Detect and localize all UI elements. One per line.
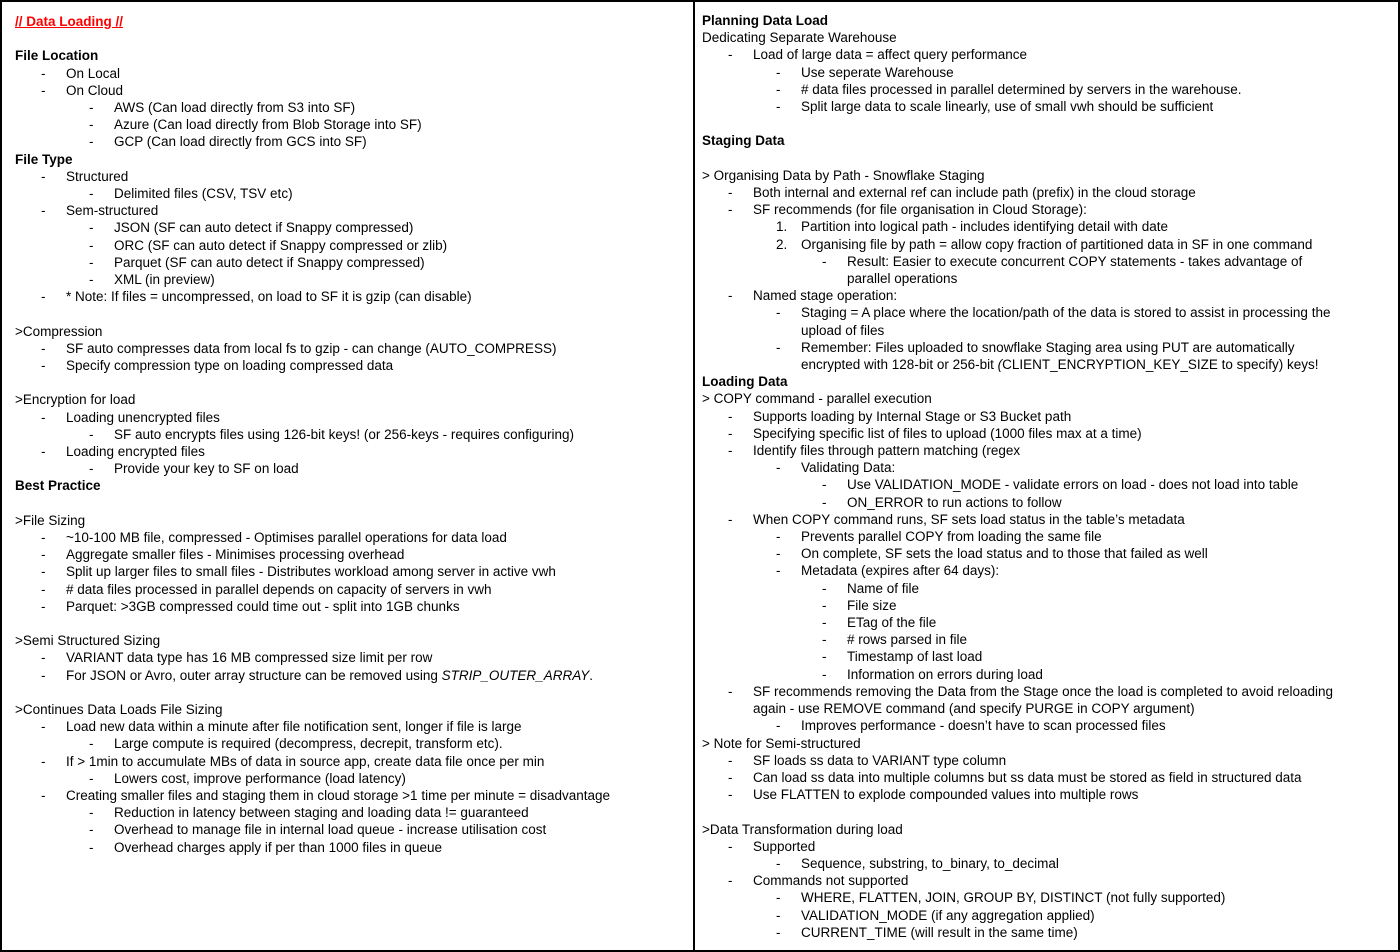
left-column xyxy=(2,2,693,950)
blank-line xyxy=(702,150,1388,167)
note-line xyxy=(702,562,1388,579)
note-text: Result: Easier to execute concurrent COPY statements - takes advantage of parallel operations xyxy=(847,253,1303,287)
note-line xyxy=(15,116,689,133)
list-marker: - xyxy=(41,719,46,735)
list-marker: - xyxy=(728,202,733,218)
list-marker: - xyxy=(776,546,781,562)
note-line xyxy=(702,132,1388,149)
note-text: Metadata (expires after 64 days): xyxy=(801,563,1000,579)
note-text: Overhead to manage file in internal load queue - increase utilisation cost xyxy=(114,822,547,838)
note-line xyxy=(15,219,689,236)
list-marker: - xyxy=(41,581,46,597)
note-text: Specifying specific list of files to upload (1000 files max at a time) xyxy=(753,425,1142,441)
list-marker: - xyxy=(728,185,733,200)
note-line xyxy=(15,426,689,443)
note-line xyxy=(702,46,1388,63)
note-line xyxy=(15,271,689,288)
note-text: Dedicating Separate Warehouse xyxy=(702,30,897,46)
note-line xyxy=(15,82,689,99)
note-text: Delimited files (CSV, TSV etc) xyxy=(114,186,293,202)
note-text: >Semi Structured Sizing xyxy=(15,633,161,649)
note-text: Identify files through pattern matching (regex xyxy=(753,443,1021,459)
note-line xyxy=(15,133,689,150)
note-line xyxy=(702,580,1388,597)
note-line xyxy=(702,253,1388,287)
list-marker: - xyxy=(728,288,733,304)
list-marker: - xyxy=(89,134,94,150)
list-marker: - xyxy=(776,64,781,80)
blank-line xyxy=(15,30,689,47)
note-line xyxy=(15,718,689,735)
note-line xyxy=(702,287,1388,304)
note-line xyxy=(702,872,1388,889)
note-text: Parquet: >3GB compressed could time out - split into 1GB chunks xyxy=(66,598,460,614)
note-text: >Encryption for load xyxy=(15,392,136,408)
note-text: On Local xyxy=(66,65,121,81)
note-line xyxy=(15,770,689,787)
list-marker: - xyxy=(776,907,781,923)
note-line xyxy=(15,47,689,64)
list-marker: - xyxy=(89,736,94,752)
note-line xyxy=(702,769,1388,786)
list-marker: - xyxy=(89,461,94,477)
note-line xyxy=(702,511,1388,528)
list-marker: - xyxy=(728,408,733,424)
list-marker: - xyxy=(41,650,46,666)
note-line xyxy=(15,288,689,305)
section-heading: Best Practice xyxy=(15,478,101,494)
note-line xyxy=(702,476,1388,493)
note-line xyxy=(702,717,1388,734)
blank-line xyxy=(15,684,689,701)
note-line xyxy=(702,339,1388,373)
note-line xyxy=(702,821,1388,838)
note-text: Staging = A place where the location/path of the data is stored to assist in processing the upload of files xyxy=(801,305,1331,338)
list-marker: - xyxy=(41,598,46,614)
note-line xyxy=(15,168,689,185)
note-text: Sem-structured xyxy=(66,203,159,219)
note-text: Information on errors during load xyxy=(847,666,1043,682)
right-column xyxy=(693,2,1398,950)
note-text: >File Sizing xyxy=(15,512,86,528)
list-marker: - xyxy=(89,254,94,270)
note-text: SF recommends (for file organisation in Cloud Storage): xyxy=(753,202,1087,218)
list-marker: - xyxy=(89,839,94,855)
note-line xyxy=(15,632,689,649)
note-line xyxy=(702,786,1388,803)
note-text: Both internal and external ref can include path (prefix) in the cloud storage xyxy=(753,185,1196,200)
note-line xyxy=(15,340,689,357)
list-marker: - xyxy=(776,890,781,906)
note-line xyxy=(15,323,689,340)
note-line xyxy=(702,373,1388,390)
list-marker: - xyxy=(728,838,733,854)
list-marker: - xyxy=(728,47,733,63)
note-text: Use VALIDATION_MODE - validate errors on load - does not load into table xyxy=(847,477,1299,493)
blank-line xyxy=(15,374,689,391)
note-line xyxy=(702,666,1388,683)
note-line xyxy=(702,442,1388,459)
note-line xyxy=(702,924,1388,941)
list-marker: 2. xyxy=(776,236,788,252)
note-line xyxy=(702,631,1388,648)
list-marker: - xyxy=(728,511,733,527)
note-line xyxy=(15,202,689,219)
list-marker: - xyxy=(41,788,46,804)
note-text: > COPY command - parallel execution xyxy=(702,391,932,407)
note-text: Specify compression type on loading compressed data xyxy=(66,358,394,374)
note-line xyxy=(702,459,1388,476)
note-line xyxy=(702,494,1388,511)
list-marker: - xyxy=(776,99,781,115)
note-line xyxy=(702,81,1388,98)
note-text: Name of file xyxy=(847,580,920,596)
list-marker: - xyxy=(776,855,781,871)
note-text: On Cloud xyxy=(66,82,124,98)
note-line xyxy=(702,98,1388,115)
list-marker: - xyxy=(776,460,781,476)
section-heading: Planning Data Load xyxy=(702,13,829,28)
list-marker: - xyxy=(41,340,46,356)
note-text: Reduction in latency between staging and loading data != guaranteed xyxy=(114,805,529,821)
note-line xyxy=(15,185,689,202)
note-text: ETag of the file xyxy=(847,615,937,631)
note-line xyxy=(702,167,1388,184)
note-line xyxy=(15,460,689,477)
note-line xyxy=(702,907,1388,924)
blank-line xyxy=(702,115,1388,132)
section-heading: // Data Loading // xyxy=(15,14,124,29)
note-text: Prevents parallel COPY from loading the same file xyxy=(801,529,1102,545)
note-line xyxy=(15,443,689,460)
note-line xyxy=(702,838,1388,855)
list-marker: - xyxy=(41,409,46,425)
note-line xyxy=(15,254,689,271)
blank-line xyxy=(15,615,689,632)
note-line xyxy=(702,528,1388,545)
note-text: # data files processed in parallel depends on capacity of servers in vwh xyxy=(66,581,492,597)
note-line xyxy=(15,753,689,770)
list-marker: - xyxy=(822,666,827,682)
note-line xyxy=(15,529,689,546)
note-text: > Note for Semi-structured xyxy=(702,735,861,751)
list-marker: - xyxy=(822,615,827,631)
note-line xyxy=(702,735,1388,752)
blank-line xyxy=(702,803,1388,820)
note-text: Load new data within a minute after file notification sent, longer if file is large xyxy=(66,719,522,735)
list-marker: - xyxy=(41,203,46,219)
note-line xyxy=(15,477,689,494)
list-marker: - xyxy=(822,580,827,596)
note-text: Validating Data: xyxy=(801,460,896,476)
note-line xyxy=(702,597,1388,614)
note-text: VALIDATION_MODE (if any aggregation applied) xyxy=(801,907,1095,923)
note-text: If > 1min to accumulate MBs of data in source app, create data file once per min xyxy=(66,753,545,769)
note-text: >Continues Data Loads File Sizing xyxy=(15,702,223,718)
note-line xyxy=(702,390,1388,407)
note-text: Supported xyxy=(753,838,816,854)
note-line xyxy=(702,12,1388,29)
note-text: # rows parsed in file xyxy=(847,632,968,648)
section-heading: Staging Data xyxy=(702,133,785,149)
note-text: # data files processed in parallel determined by servers in the warehouse. xyxy=(801,81,1242,97)
note-line xyxy=(15,357,689,374)
note-line xyxy=(702,683,1388,717)
note-line xyxy=(15,821,689,838)
note-text: Azure (Can load directly from Blob Storage into SF) xyxy=(114,117,422,133)
note-text: Parquet (SF can auto detect if Snappy compressed) xyxy=(114,254,425,270)
list-marker: - xyxy=(41,168,46,184)
note-text: ORC (SF can auto detect if Snappy compressed or zlib) xyxy=(114,237,448,253)
note-text: Split large data to scale linearly, use of small vwh should be sufficient xyxy=(801,99,1214,115)
note-text: WHERE, FLATTEN, JOIN, GROUP BY, DISTINCT (not fully supported) xyxy=(801,890,1226,906)
note-text: Can load ss data into multiple columns but ss data must be stored as field in structured data xyxy=(753,769,1302,785)
note-line xyxy=(15,581,689,598)
note-line xyxy=(702,648,1388,665)
blank-line xyxy=(15,305,689,322)
note-text: Load of large data = affect query performance xyxy=(753,47,1028,63)
note-line xyxy=(15,701,689,718)
list-marker: - xyxy=(776,563,781,579)
list-marker: - xyxy=(728,683,733,699)
note-line xyxy=(15,99,689,116)
note-text: XML (in preview) xyxy=(114,272,215,288)
list-marker: - xyxy=(776,339,781,355)
note-text: Overhead charges apply if per than 1000 files in queue xyxy=(114,839,442,855)
note-text: Supports loading by Internal Stage or S3 Bucket path xyxy=(753,408,1072,424)
note-line xyxy=(15,735,689,752)
note-text: Structured xyxy=(66,168,129,184)
note-text: Large compute is required (decompress, decrepit, transform etc). xyxy=(114,736,503,752)
note-text: > Organising Data by Path - Snowflake Staging xyxy=(702,167,985,183)
section-heading: File Type xyxy=(15,151,73,167)
note-line xyxy=(702,408,1388,425)
list-marker: 1. xyxy=(776,219,788,235)
note-text: CURRENT_TIME (will result in the same time) xyxy=(801,924,1078,940)
list-marker: - xyxy=(822,597,827,613)
note-line xyxy=(15,787,689,804)
list-marker: - xyxy=(41,358,46,374)
list-marker: - xyxy=(89,237,94,253)
list-marker: - xyxy=(728,873,733,889)
note-line xyxy=(702,201,1388,218)
list-marker: - xyxy=(822,253,827,269)
note-text: VARIANT data type has 16 MB compressed size limit per row xyxy=(66,650,433,666)
note-line xyxy=(702,236,1388,253)
list-marker: - xyxy=(41,65,46,81)
note-line xyxy=(15,13,689,30)
note-text: Creating smaller files and staging them in cloud storage >1 time per minute = disadvantage xyxy=(66,788,611,804)
note-line xyxy=(15,649,689,666)
note-line xyxy=(15,409,689,426)
list-marker: - xyxy=(728,425,733,441)
list-marker: - xyxy=(822,477,827,493)
list-marker: - xyxy=(728,787,733,803)
note-text: Loading encrypted files xyxy=(66,444,205,460)
note-text: SF loads ss data to VARIANT type column xyxy=(753,752,1007,768)
note-text: SF auto compresses data from local fs to gzip - can change (AUTO_COMPRESS) xyxy=(66,340,557,356)
note-line xyxy=(702,29,1388,46)
note-line xyxy=(702,889,1388,906)
note-text: AWS (Can load directly from S3 into SF) xyxy=(114,100,356,115)
note-line xyxy=(15,151,689,168)
list-marker: - xyxy=(89,186,94,202)
list-marker: - xyxy=(41,444,46,460)
section-heading: File Location xyxy=(15,48,99,64)
note-line xyxy=(702,184,1388,201)
list-marker: - xyxy=(822,649,827,665)
note-line xyxy=(15,391,689,408)
note-text: Split up larger files to small files - Distributes workload among server in active vwh xyxy=(66,564,556,580)
section-heading: Loading Data xyxy=(702,374,788,390)
note-text: Use FLATTEN to explode compounded values into multiple rows xyxy=(753,787,1139,803)
note-text: SF auto encrypts files using 126-bit keys! (or 256-keys - requires configuring) xyxy=(114,426,574,442)
note-line xyxy=(15,563,689,580)
note-text: >Data Transformation during load xyxy=(702,821,903,837)
note-line xyxy=(15,546,689,563)
note-text: Partition into logical path - includes identifying detail with date xyxy=(801,219,1168,235)
list-marker: - xyxy=(728,752,733,768)
note-line xyxy=(15,237,689,254)
note-line xyxy=(702,545,1388,562)
note-text: JSON (SF can auto detect if Snappy compressed) xyxy=(114,220,414,236)
note-text: Timestamp of last load xyxy=(847,649,983,665)
note-text: Aggregate smaller files - Minimises processing overhead xyxy=(66,547,405,563)
note-line xyxy=(15,65,689,82)
list-marker: - xyxy=(776,529,781,545)
note-line xyxy=(702,304,1388,338)
note-text: Remember: Files uploaded to snowflake Staging area using PUT are automatically encrypted with 128-bit or 256-bit (CLIENT_ENCRYPTION_KEY_SIZE to specify) keys! xyxy=(801,339,1319,373)
note-text: For JSON or Avro, outer array structure can be removed using STRIP_OUTER_ARRAY. xyxy=(66,667,593,683)
list-marker: - xyxy=(89,100,94,115)
note-line xyxy=(702,855,1388,872)
note-text: When COPY command runs, SF sets load status in the table’s metadata xyxy=(753,511,1185,527)
list-marker: - xyxy=(41,530,46,546)
list-marker: - xyxy=(776,924,781,940)
note-text: Named stage operation: xyxy=(753,288,898,304)
note-text: ON_ERROR to run actions to follow xyxy=(847,494,1062,510)
note-text: On complete, SF sets the load status and to those that failed as well xyxy=(801,546,1208,562)
list-marker: - xyxy=(89,805,94,821)
note-line xyxy=(15,667,689,684)
list-marker: - xyxy=(41,564,46,580)
note-text: GCP (Can load directly from GCS into SF) xyxy=(114,134,367,150)
list-marker: - xyxy=(728,443,733,459)
note-text: Loading unencrypted files xyxy=(66,409,220,425)
list-marker: - xyxy=(776,718,781,734)
note-line xyxy=(702,425,1388,442)
note-line xyxy=(15,804,689,821)
list-marker: - xyxy=(41,289,46,305)
list-marker: - xyxy=(41,667,46,683)
note-text: Lowers cost, improve performance (load latency) xyxy=(114,770,406,786)
note-text: Provide your key to SF on load xyxy=(114,461,299,477)
note-text: >Compression xyxy=(15,323,103,339)
note-line xyxy=(15,839,689,856)
note-line xyxy=(702,218,1388,235)
note-text: Sequence, substring, to_binary, to_decimal xyxy=(801,855,1059,871)
note-text: File size xyxy=(847,597,897,613)
note-line xyxy=(702,752,1388,769)
note-text: Commands not supported xyxy=(753,873,909,889)
note-text: Organising file by path = allow copy fraction of partitioned data in SF in one command xyxy=(801,236,1313,252)
list-marker: - xyxy=(89,220,94,236)
note-text: SF recommends removing the Data from the Stage once the load is completed to avoid reloading again - use REMOVE command (and specify PURGE in COPY argument) xyxy=(753,683,1334,717)
blank-line xyxy=(15,495,689,512)
list-marker: - xyxy=(89,770,94,786)
list-marker: - xyxy=(41,547,46,563)
list-marker: - xyxy=(41,753,46,769)
list-marker: - xyxy=(89,822,94,838)
note-text: * Note: If files = uncompressed, on load to SF it is gzip (can disable) xyxy=(66,289,472,305)
note-line xyxy=(15,598,689,615)
note-text: ~10-100 MB file, compressed - Optimises parallel operations for data load xyxy=(66,530,507,546)
list-marker: - xyxy=(89,426,94,442)
list-marker: - xyxy=(776,81,781,97)
list-marker: - xyxy=(822,632,827,648)
list-marker: - xyxy=(728,769,733,785)
list-marker: - xyxy=(776,305,781,321)
note-line xyxy=(15,512,689,529)
note-text: Improves performance - doesn’t have to scan processed files xyxy=(801,718,1166,734)
note-line xyxy=(702,614,1388,631)
note-line xyxy=(702,64,1388,81)
note-text: Use seperate Warehouse xyxy=(801,64,954,80)
list-marker: - xyxy=(89,272,94,288)
list-marker: - xyxy=(89,117,94,133)
list-marker: - xyxy=(822,494,827,510)
list-marker: - xyxy=(41,82,46,98)
